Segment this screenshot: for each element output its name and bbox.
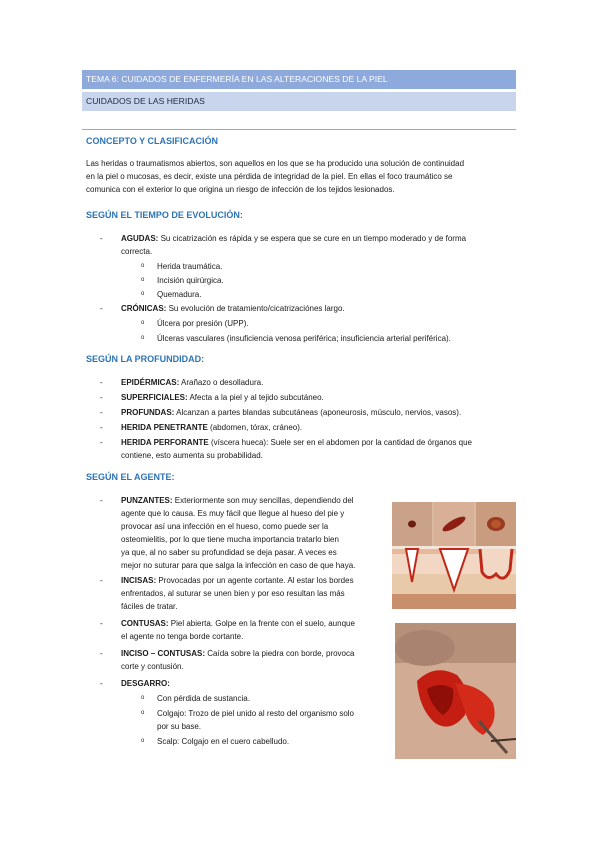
list-item-incisas: INCISAS: Provocadas por un agente cortante. Al estar los bordes [121,576,354,585]
wound-types-image [392,502,516,609]
document-subtitle: CUIDADOS DE LAS HERIDAS [82,92,516,111]
list-item-cont: mejor no suturar para que salga la infección en caso de que haya. [121,561,356,570]
sub-item-cont: por su base. [157,722,202,731]
laceration-illustration [395,623,516,759]
heading-concepto: CONCEPTO Y CLASIFICACIÓN [86,136,219,146]
paragraph-line: Las heridas o traumatismos abiertos, son aquellos en los que se ha producido una solución de continuidad [86,159,465,168]
dash-bullet: - [100,576,103,585]
list-item: HERIDA PERFORANTE (víscera hueca): Suele ser en el abdomen por la cantidad de órganos que [121,438,472,447]
sub-item: Con pérdida de sustancia. [157,694,250,703]
heading-agente: SEGÚN EL AGENTE: [86,472,175,482]
circle-bullet: o [141,710,145,716]
wound-types-illustration [392,502,516,609]
dash-bullet: - [100,679,103,688]
list-item: HERIDA PENETRANTE (abdomen, tórax, cráneo). [121,423,303,432]
dash-bullet: - [100,496,103,505]
list-item-inciso-contusas: INCISO – CONTUSAS: Caída sobre la piedra con borde, provoca [121,649,355,658]
circle-bullet: o [141,738,145,744]
sub-item: Úlcera por presión (UPP). [157,319,249,328]
dash-bullet: - [100,393,103,402]
dash-bullet: - [100,408,103,417]
section-divider [82,129,516,130]
list-item-desgarro: DESGARRO: [121,679,170,688]
document-title: TEMA 6: CUIDADOS DE ENFERMERÍA EN LAS ALTERACIONES DE LA PIEL [82,70,516,89]
list-item-cont: enfrentados, al suturar se unen bien y por eso resultan las más [121,589,345,598]
list-item: PROFUNDAS: Alcanzan a partes blandas subcutáneas (aponeurosis, músculo, nervios, vasos). [121,408,462,417]
paragraph-line: comunica con el exterior lo que origina un riesgo de infección de los tejidos lesionados. [86,185,395,194]
list-item-cont: contiene, esto aumenta su probabilidad. [121,451,263,460]
dash-bullet: - [100,649,103,658]
circle-bullet: o [141,695,145,701]
list-item-agudas-cont: correcta. [121,247,153,256]
list-item-punzantes: PUNZANTES: Exteriormente son muy sencillas, dependiendo del [121,496,354,505]
list-item-cont: corte y contusión. [121,662,184,671]
circle-bullet: o [141,277,145,283]
list-item-cont: fáciles de tratar. [121,602,178,611]
dash-bullet: - [100,423,103,432]
list-item-cont: osteomielitis, por lo que tiene mucha importancia tratarlo bien [121,535,339,544]
paragraph-line: en la piel o mucosas, es decir, existe una pérdida de integridad de la piel. En ellas el foco traumático se [86,172,453,181]
circle-bullet: o [141,320,145,326]
dash-bullet: - [100,234,103,243]
dash-bullet: - [100,438,103,447]
sub-item: Incisión quirúrgica. [157,276,224,285]
dash-bullet: - [100,378,103,387]
heading-profundidad: SEGÚN LA PROFUNDIDAD: [86,354,205,364]
sub-item: Colgajo: Trozo de piel unido al resto del organismo solo [157,709,355,718]
sub-item: Úlceras vasculares (insuficiencia venosa periférica; insuficiencia arterial periférica). [157,334,451,343]
heading-tiempo: SEGÚN EL TIEMPO DE EVOLUCIÓN: [86,210,243,220]
list-item-cont: provocar así una infección en el hueso, como puede ser la [121,522,329,531]
sub-item: Scalp: Colgajo en el cuero cabelludo. [157,737,290,746]
list-item: EPIDÉRMICAS: Arañazo o desolladura. [121,378,264,387]
list-item: SUPERFICIALES: Afecta a la piel y al tejido subcutáneo. [121,393,324,402]
dash-bullet: - [100,304,103,313]
circle-bullet: o [141,291,145,297]
list-item-contusas: CONTUSAS: Piel abierta. Golpe en la frente con el suelo, aunque [121,619,355,628]
list-item-cronicas: CRÓNICAS: Su evolución de tratamiento/cicatrizaciónes largo. [121,304,345,313]
list-item-cont: el agente no tenga borde cortante. [121,632,244,641]
sub-item: Herida traumática. [157,262,223,271]
dash-bullet: - [100,619,103,628]
circle-bullet: o [141,335,145,341]
list-item-cont: agente que lo causa. Es muy fácil que llegue al hueso del pie y [121,509,345,518]
list-item-cont: ya que, al no saber su profundidad se deja pasar. A veces es [121,548,337,557]
wound-photo [395,623,516,759]
sub-item: Quemadura. [157,290,202,299]
circle-bullet: o [141,263,145,269]
list-item-agudas: AGUDAS: Su cicatrización es rápida y se espera que se cure en un tiempo moderado y de forma [121,234,467,243]
